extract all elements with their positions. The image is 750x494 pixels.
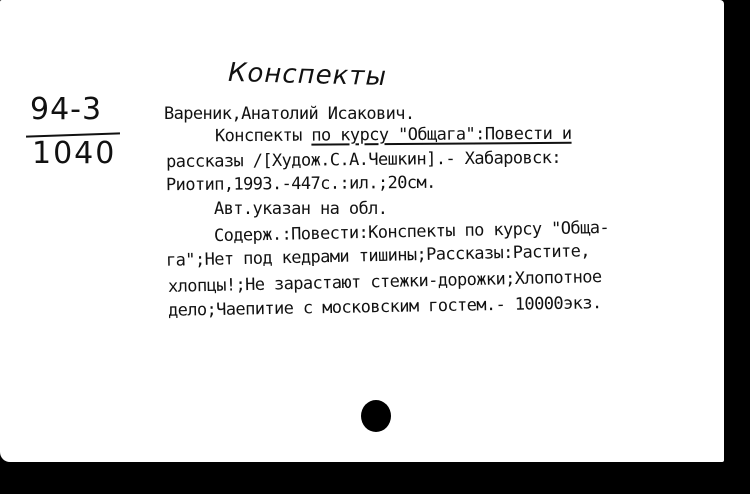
imprint-line-2: Риотип,1993.-447с.:ил.;20см. bbox=[165, 172, 436, 196]
title-line bbox=[215, 124, 572, 146]
scan-background-edge bbox=[0, 462, 750, 494]
call-number-bottom: 1040 bbox=[32, 136, 117, 171]
contents-line-4: дело;Чаепитие с московским гостем.- 10000экз. bbox=[167, 293, 602, 321]
call-number-top: 94-3 bbox=[30, 92, 103, 127]
title-prefix: Конспекты bbox=[214, 125, 312, 147]
contents-line-2: га";Нет под кедрами тишины;Рассказы:Растите, bbox=[165, 241, 591, 271]
punch-hole bbox=[361, 400, 391, 432]
imprint-line-1: рассказы /[Худож.С.А.Чешкин].- Хабаровск: bbox=[165, 147, 562, 173]
contents-line-1: Содерж.:Повести:Конспекты по курсу "Обща- bbox=[213, 217, 610, 247]
contents-line-3: хлопцы!;Не зарастают стежки-дорожки;Хлопотное bbox=[167, 267, 602, 297]
note-line: Авт.указан на обл. bbox=[214, 199, 388, 219]
author-line: Вареник,Анатолий Исакович. bbox=[164, 104, 415, 124]
handwritten-subject-heading: Конспекты bbox=[227, 57, 388, 93]
title-underlined: по курсу "Общага":Повести и bbox=[311, 123, 572, 146]
